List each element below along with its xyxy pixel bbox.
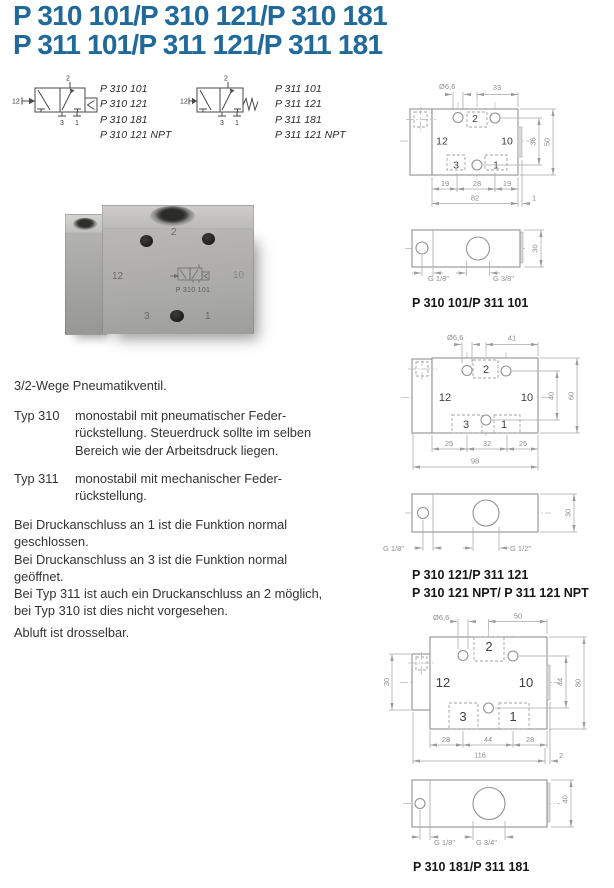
typ-311-label: Typ 311 [14, 471, 59, 486]
symbol-port-1-label: 1 [235, 120, 239, 127]
page-title-line2: P 311 101/P 311 121/P 311 181 [13, 29, 383, 60]
drawing-p310101-views [395, 80, 614, 292]
svg-text:28: 28 [472, 179, 482, 188]
drawing-caption: P 310 181/P 311 181 [413, 860, 530, 874]
photo-port-12: 12 [112, 271, 124, 282]
symbol-port-3-label: 3 [220, 120, 224, 127]
photo-engraved-symbol [170, 264, 216, 286]
drawing-caption: P 310 121 NPT/ P 311 121 NPT [412, 586, 589, 600]
photo-port-2: 2 [171, 227, 177, 238]
drawing-p310121 [383, 330, 614, 608]
svg-text:3: 3 [462, 419, 470, 431]
variant: P 311 181 [275, 113, 322, 126]
svg-text:G 3/8": G 3/8" [493, 274, 515, 283]
svg-text:32: 32 [482, 439, 492, 448]
drawing-caption: P 310 101/P 311 101 [412, 296, 529, 310]
symbol-pilot-label: 12 [12, 98, 20, 106]
valve-symbol-311 [180, 74, 275, 129]
svg-text:2: 2 [472, 113, 478, 125]
variant-list-311 [275, 82, 346, 144]
typ-311-row [14, 470, 394, 505]
variant: P 311 121 [275, 98, 322, 111]
variant: P 310 181 [100, 113, 148, 126]
drawing-p310121-views [383, 330, 614, 562]
svg-text:98: 98 [470, 456, 480, 466]
svg-text:40: 40 [560, 795, 570, 804]
svg-text:G 1/8": G 1/8" [428, 274, 450, 283]
top-view [400, 630, 560, 729]
symbol-pilot-label: 12 [180, 98, 188, 106]
photo-port-1: 1 [205, 311, 211, 322]
svg-text:28: 28 [525, 735, 535, 744]
svg-text:1: 1 [500, 419, 508, 431]
svg-text:30: 30 [382, 677, 391, 687]
svg-text:19: 19 [502, 179, 512, 188]
svg-text:25: 25 [444, 439, 454, 448]
svg-text:36: 36 [528, 137, 538, 146]
photo-port-3: 3 [144, 311, 150, 322]
spring-return-icon [243, 99, 258, 111]
top-view [400, 99, 535, 180]
svg-text:40: 40 [546, 391, 556, 401]
function-notes: Bei Druckanschluss an 1 ist die Funktion normal geschlossen. Bei Druckanschluss an 3 ist die Funktion normal geöffnet. Bei Typ 311 ist auch ein Druckanschluss an 2 möglich, bei Typ 310 ist dies nicht vorgesehen. [14, 517, 323, 619]
svg-text:10: 10 [518, 675, 534, 690]
photo-hole [202, 233, 215, 245]
typ-310-label: Typ 310 [14, 408, 60, 423]
variant: P 310 121 NPT [100, 129, 172, 142]
svg-text:30: 30 [530, 244, 540, 253]
svg-text:Ø6,6: Ø6,6 [439, 82, 456, 91]
photo-main-threaded-hole [150, 206, 195, 226]
symbol-port-2-label: 2 [224, 75, 228, 83]
valve-symbol-310 [10, 74, 100, 129]
svg-text:30: 30 [563, 508, 573, 518]
photo-port-10: 10 [233, 270, 245, 281]
svg-text:10: 10 [501, 135, 513, 148]
svg-text:1: 1 [509, 709, 517, 724]
photo-side-block-top [65, 214, 107, 233]
svg-text:G 1/2": G 1/2" [510, 544, 532, 553]
svg-text:44: 44 [483, 735, 493, 744]
svg-text:41: 41 [507, 333, 517, 343]
svg-text:3: 3 [453, 159, 459, 172]
page-title-line1: P 310 101/P 310 121/P 310 181 [13, 0, 387, 31]
svg-text:25: 25 [518, 439, 528, 448]
side-view [405, 230, 544, 283]
svg-text:2: 2 [482, 364, 490, 376]
svg-text:Ø6,6: Ø6,6 [433, 613, 450, 622]
svg-text:33: 33 [492, 83, 502, 92]
photo-hole [170, 310, 184, 322]
drawing-p310181-views [382, 611, 614, 854]
symbol-port-3-label: 3 [60, 120, 64, 127]
svg-text:50: 50 [542, 137, 552, 147]
photo-side-block [65, 231, 107, 335]
svg-text:2: 2 [559, 751, 564, 760]
photo-hole [140, 235, 153, 247]
typ-310-row [14, 407, 394, 459]
svg-text:G 3/4": G 3/4" [476, 838, 498, 847]
photo-side-threaded-hole [73, 218, 97, 230]
svg-text:3: 3 [459, 709, 467, 724]
svg-text:12: 12 [436, 135, 448, 148]
variant: P 311 101 [275, 83, 322, 95]
svg-text:60: 60 [566, 391, 576, 401]
variant: P 310 121 [100, 98, 148, 111]
page-title [13, 1, 387, 59]
typ-311-text: monostabil mit mechanischer Feder- rückstellung. [75, 471, 282, 504]
svg-text:82: 82 [470, 193, 480, 203]
svg-text:2: 2 [485, 639, 493, 654]
symbol-port-1-label: 1 [75, 120, 79, 127]
variant-list-310 [100, 82, 171, 144]
svg-text:19: 19 [440, 179, 450, 188]
svg-text:12: 12 [435, 675, 451, 690]
svg-text:50: 50 [513, 611, 523, 621]
description-footer: Abluft ist drosselbar. [14, 625, 130, 640]
svg-text:G 1/8": G 1/8" [383, 544, 405, 553]
typ-310-text: monostabil mit pneumatischer Feder- rückstellung. Steuerdruck sollte im selben Bereich wie der Arbeitsdruck liegen. [75, 408, 312, 458]
svg-text:10: 10 [520, 392, 534, 404]
side-view [383, 494, 577, 553]
svg-text:G 1/8": G 1/8" [434, 838, 456, 847]
product-photo [52, 194, 267, 346]
variant: P 310 101 [100, 83, 148, 95]
variant: P 311 121 NPT [275, 129, 346, 142]
svg-text:44: 44 [555, 677, 565, 687]
svg-text:80: 80 [573, 678, 583, 688]
svg-text:116: 116 [474, 750, 486, 760]
drawing-caption: P 310 121/P 311 121 [412, 568, 529, 582]
side-view [403, 780, 574, 847]
svg-text:Ø6,6: Ø6,6 [447, 333, 464, 342]
description-intro: 3/2-Wege Pneumatikventil. [14, 378, 167, 393]
svg-text:1: 1 [493, 159, 499, 172]
svg-text:12: 12 [438, 392, 452, 404]
drawing-p310181 [382, 611, 614, 888]
top-view [401, 349, 555, 436]
svg-text:1: 1 [532, 193, 537, 203]
symbol-port-2-label: 2 [66, 75, 70, 83]
svg-text:28: 28 [441, 735, 451, 744]
drawing-p310101 [395, 80, 614, 315]
photo-engraved-model: P 310 101 [175, 287, 211, 294]
